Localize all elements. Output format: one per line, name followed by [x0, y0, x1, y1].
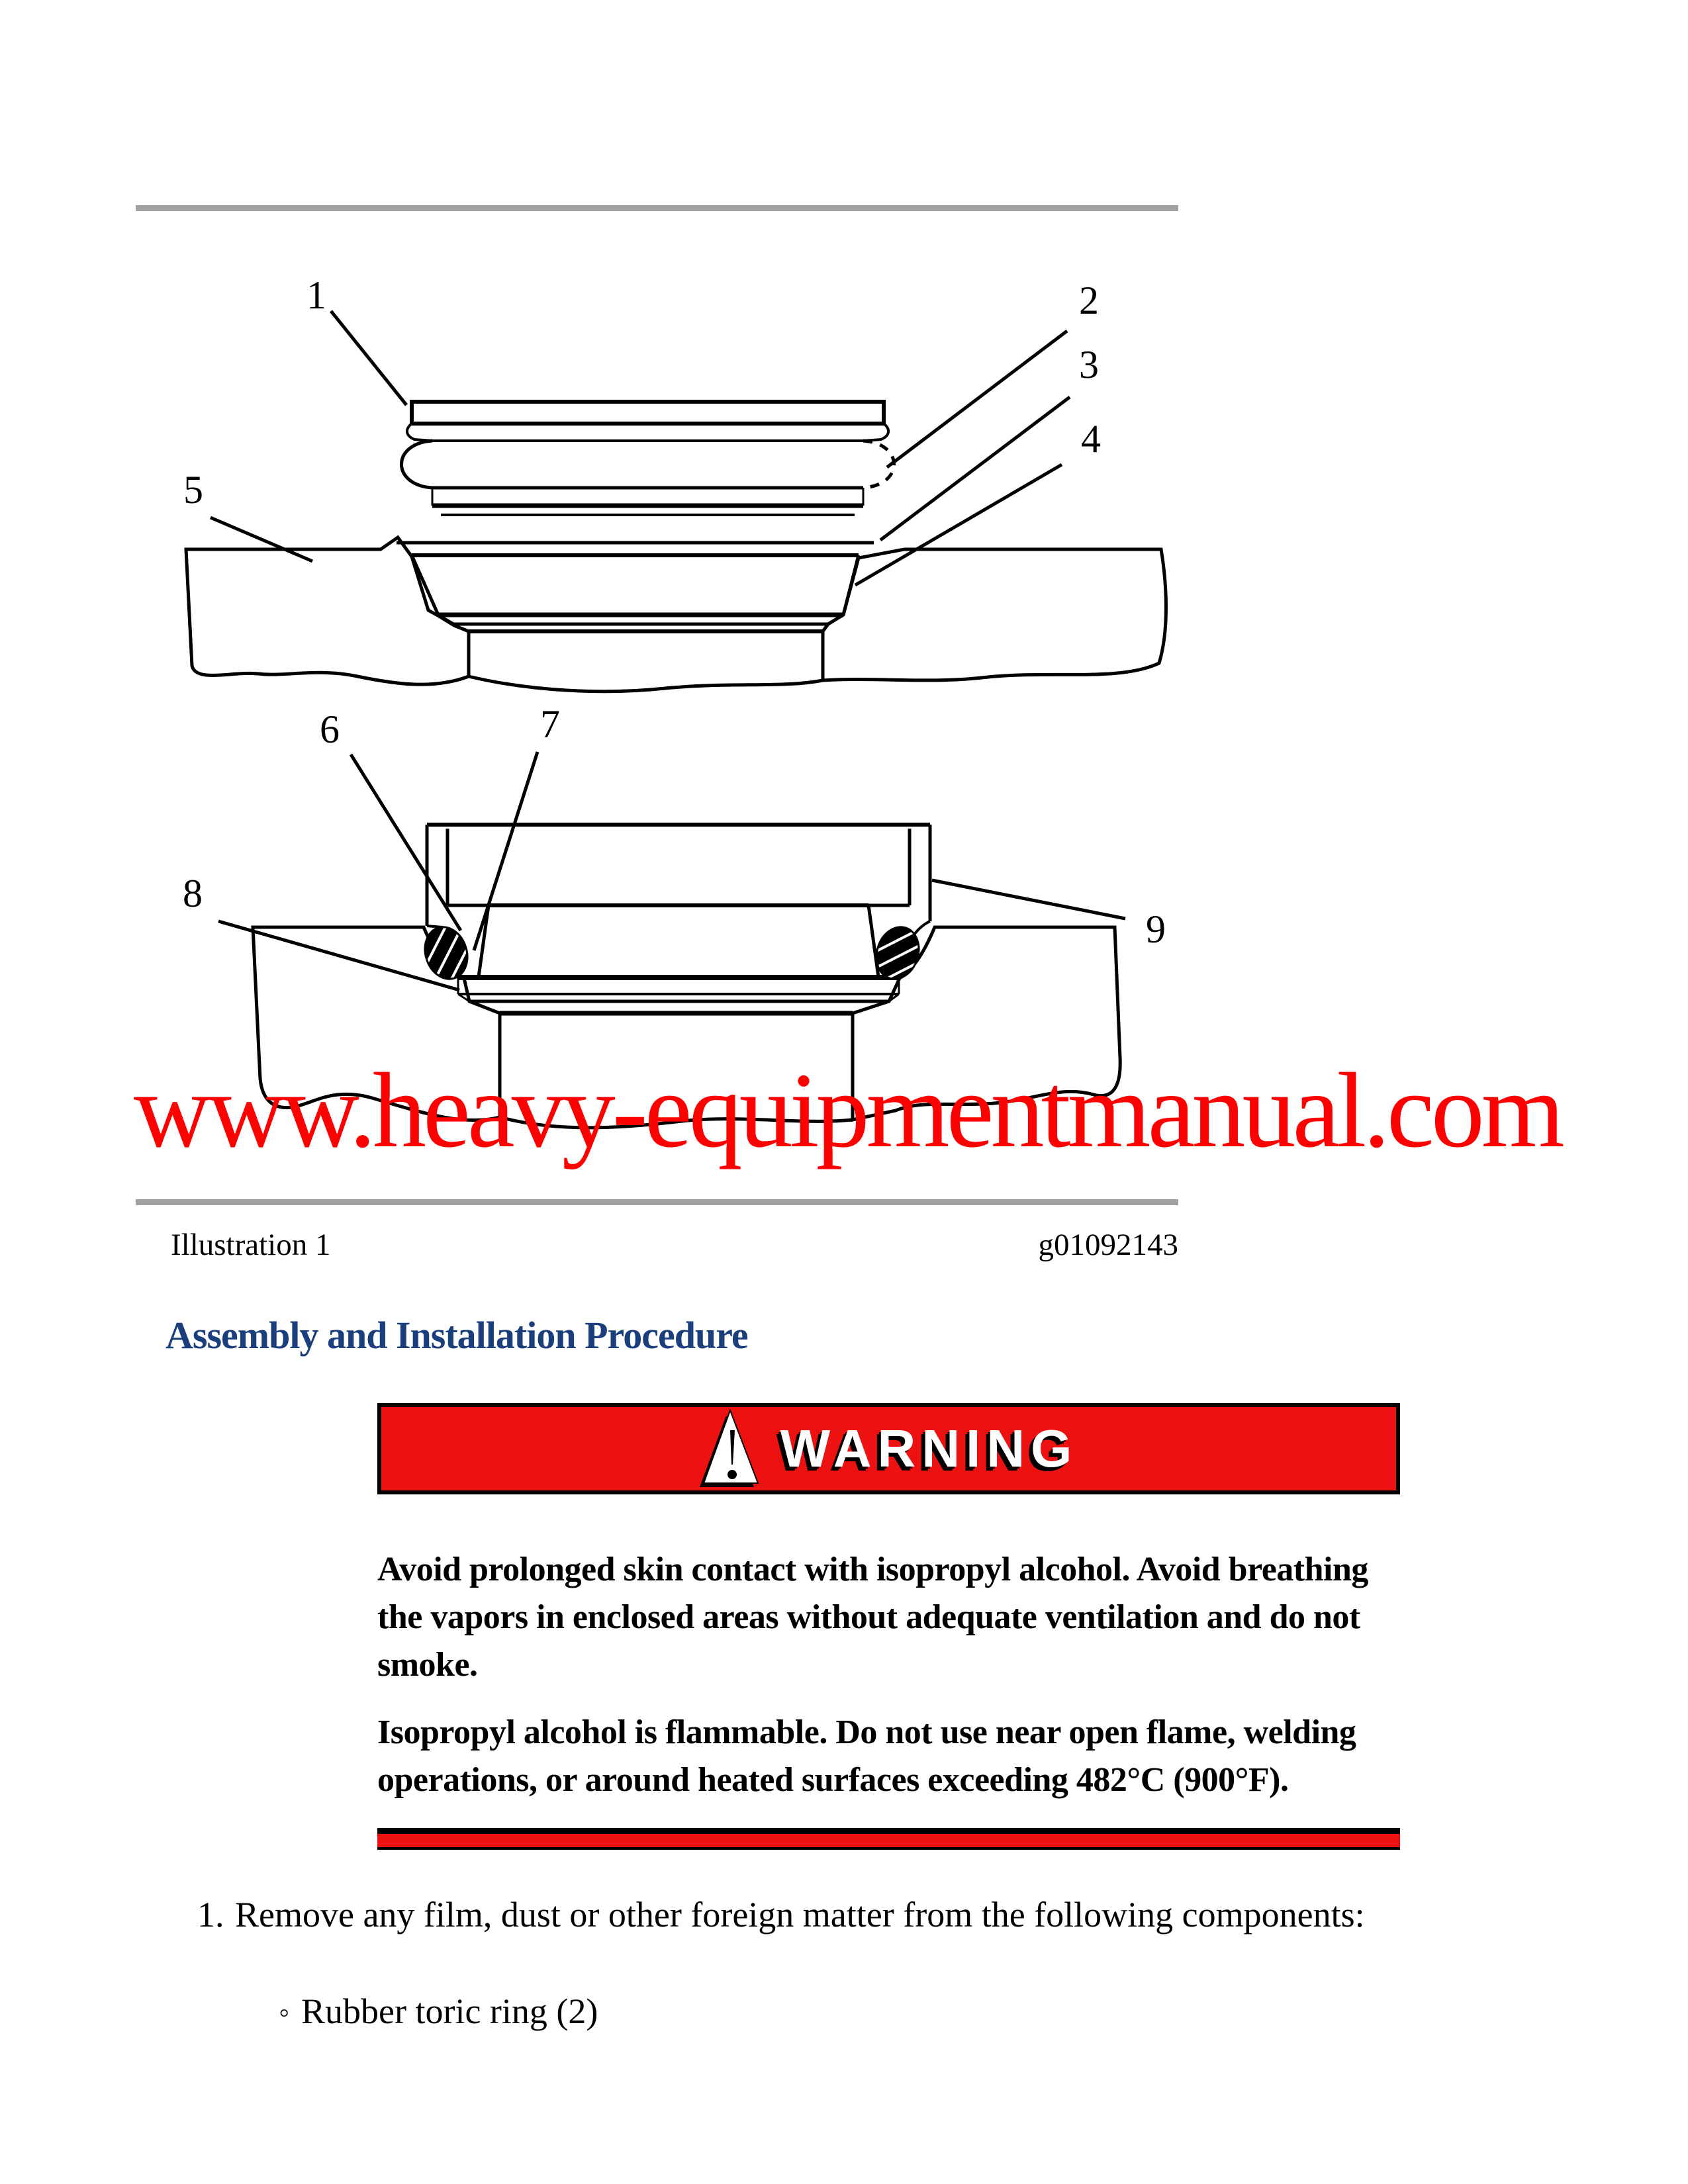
callout-5: 5 — [183, 468, 203, 512]
leader-line-3 — [880, 397, 1070, 540]
callout-2: 2 — [1079, 279, 1099, 322]
warning-text-block — [377, 1546, 1402, 1804]
toric-ring-left-arc — [402, 441, 433, 488]
leader-line-6 — [351, 754, 461, 931]
callout-8: 8 — [183, 872, 203, 915]
illustration-id: g01092143 — [1038, 1228, 1178, 1262]
warning-paragraph-1 — [377, 1546, 1402, 1689]
retainer-walls — [427, 825, 930, 926]
warning-banner — [377, 1403, 1400, 1494]
housing-bottom-wavy-edge — [469, 676, 823, 692]
leader-line-5 — [211, 518, 312, 561]
retainer-lip-grooves — [427, 921, 930, 966]
figure-top-view — [183, 273, 1166, 692]
housing-left-hatched — [186, 537, 469, 684]
section-heading: Assembly and Installation Procedure — [165, 1314, 748, 1357]
callout-4: 4 — [1081, 417, 1101, 461]
warning-triangle-icon — [700, 1409, 761, 1488]
warning-paragraph-2 — [377, 1709, 1402, 1804]
warning-line: smoke. — [377, 1646, 478, 1684]
callout-1: 1 — [306, 273, 326, 317]
warning-end-rule — [377, 1828, 1400, 1850]
step-text: Remove any film, dust or other foreign matter from the following components: — [235, 1895, 1365, 1934]
callout-9: 9 — [1146, 907, 1166, 951]
step-1-sub-item — [279, 1991, 598, 2032]
leader-line-7 — [474, 752, 538, 950]
seal-step-right — [863, 424, 888, 441]
illustration-label: Illustration 1 — [171, 1228, 331, 1262]
seal-flange — [412, 402, 884, 424]
warning-line: Isopropyl alcohol is flammable. Do not use near open flame, welding — [377, 1713, 1356, 1751]
warning-line: Avoid prolonged skin contact with isopropyl alcohol. Avoid breathing — [377, 1551, 1368, 1588]
seal-step-left — [407, 424, 432, 441]
warning-banner-label: WARNING — [780, 1419, 1078, 1478]
callout-7: 7 — [540, 702, 560, 746]
procedure-step-1 — [197, 1894, 1365, 1935]
circle-bullet-icon: ◦ — [279, 1995, 290, 2029]
leader-line-2 — [887, 331, 1067, 467]
divider-rule-bottom — [136, 1199, 1178, 1205]
housing-right-hatched — [823, 549, 1166, 680]
step-number: 1. — [197, 1895, 224, 1934]
leader-line-1 — [331, 311, 406, 405]
warning-line: operations, or around heated surfaces exceeding 482°C (900°F). — [377, 1761, 1289, 1799]
sub-item-text: Rubber toric ring (2) — [301, 1991, 598, 2031]
leader-line-9 — [932, 880, 1125, 919]
callout-6: 6 — [320, 707, 340, 751]
callout-3: 3 — [1079, 343, 1099, 387]
warning-line: the vapors in enclosed areas without adequate ventilation and do not — [377, 1598, 1360, 1636]
illustration-caption-row — [171, 1228, 1178, 1263]
watermark-text: www.heavy-equipmentmanual.com — [134, 1052, 1562, 1170]
